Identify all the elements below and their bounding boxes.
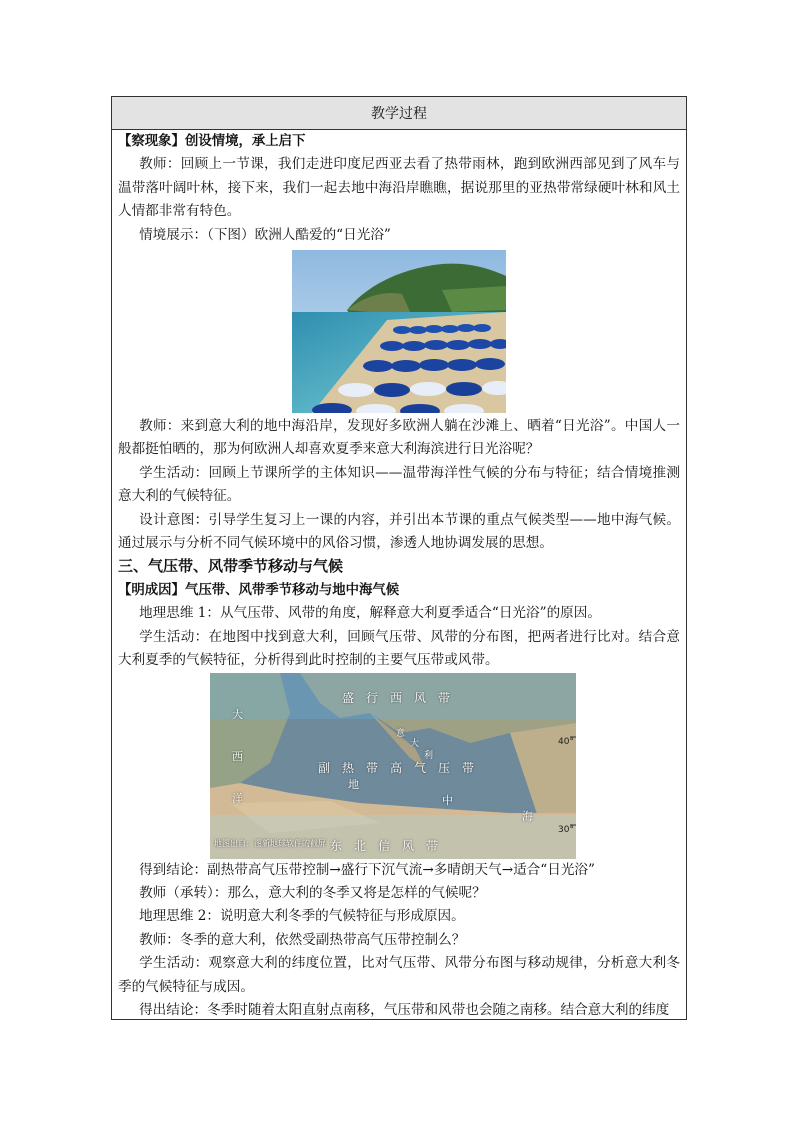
map-source-note: 地图出自：图新地球软件的截屏 xyxy=(214,839,326,849)
geo-thinking-1: 地理思维 1：从气压带、风带的角度，解释意大利夏季适合“日光浴”的原因。 xyxy=(139,605,601,622)
atlantic-label-2: 西 xyxy=(232,749,243,763)
atlantic-label-1: 大 xyxy=(232,707,243,721)
band-subtropical-high-label: 副热带高气压带 xyxy=(318,760,487,775)
teacher-transition: 教师（承转）：那么，意大利的冬季又将是怎样的气候呢？ xyxy=(139,884,486,901)
atlantic-label-3: 洋 xyxy=(232,791,243,805)
italy-label-1: 意 xyxy=(396,728,406,739)
student-activity-2: 学生活动：在地图中找到意大利，回顾气压带、风带的分布图，把两者进行比对。结合意大利夏季的气候特征，分析得到此时控制的主要气压带或风带。 xyxy=(118,628,680,669)
latitude-40-label: 40° xyxy=(558,736,574,747)
section-cause-title: 【明成因】气压带、风带季节移动与地中海气候 xyxy=(118,582,400,598)
conclusion-summer: 得到结论：副热带高气压带控制→盛行下沉气流→多晴朗天气→适合“日光浴” xyxy=(139,861,595,878)
med-label-1: 地 xyxy=(348,777,359,791)
geo-thinking-2: 地理思维 2：说明意大利冬季的气候特征与形成原因。 xyxy=(139,908,465,925)
beach-photo xyxy=(292,250,506,413)
latitude-30-label: 30° xyxy=(558,824,574,835)
italy-label-3: 利 xyxy=(424,750,434,761)
student-activity-3: 学生活动：观察意大利的纬度位置，比对气压带、风带分布图与移动规律，分析意大利冬季的气候特征与成因。 xyxy=(118,955,680,995)
pressure-belt-map xyxy=(210,673,576,859)
band-westerlies-label: 盛行西风带 xyxy=(342,690,463,705)
scenario-caption: 情境展示：（下图）欧洲人酷爱的“日光浴” xyxy=(139,226,391,243)
table-header: 教学过程 xyxy=(112,97,686,130)
teacher-question: 教师：来到意大利的地中海沿岸，发现好多欧洲人躺在沙滩上、晒着“日光浴”。中国人一般都挺怕晒的，那为何欧洲人却喜欢夏季来意大利海滨进行日光浴呢？ xyxy=(118,418,680,458)
italy-label-2: 大 xyxy=(410,738,420,749)
section-three-title: 三、气压带、风带季节移动与气候 xyxy=(118,557,344,576)
band-ne-trades-label: 东北信风带 xyxy=(330,838,451,853)
conclusion-winter: 得出结论：冬季时随着太阳直射点南移，气压带和风带也会随之南移。结合意大利的纬度 xyxy=(139,1001,670,1018)
teacher-intro: 教师：回顾上一节课，我们走进印度尼西亚去看了热带雨林，跑到欧洲西部见到了风车与温带落叶阔叶林，接下来，我们一起去地中海沿岸瞧瞧，据说那里的亚热带常绿硬叶林和风土人情都非常有特色。 xyxy=(118,156,680,220)
teacher-winter-question: 教师：冬季的意大利，依然受副热带高气压带控制么？ xyxy=(139,931,466,948)
section-observe-title: 【察现象】创设情境，承上启下 xyxy=(118,134,306,149)
table-body xyxy=(112,130,686,1020)
med-label-2: 中 xyxy=(442,793,453,807)
design-intent: 设计意图：引导学生复习上一课的内容，并引出本节课的重点气候类型——地中海气候。通过展示与分析不同气候环境中的风俗习惯，渗透人地协调发展的思想。 xyxy=(118,511,680,552)
teaching-process-table xyxy=(111,96,687,1020)
med-label-3: 海 xyxy=(522,809,533,823)
student-activity-1: 学生活动：回顾上节课所学的主体知识——温带海洋性气候的分布与特征；结合情境推测意大利的气候特征。 xyxy=(118,464,680,505)
